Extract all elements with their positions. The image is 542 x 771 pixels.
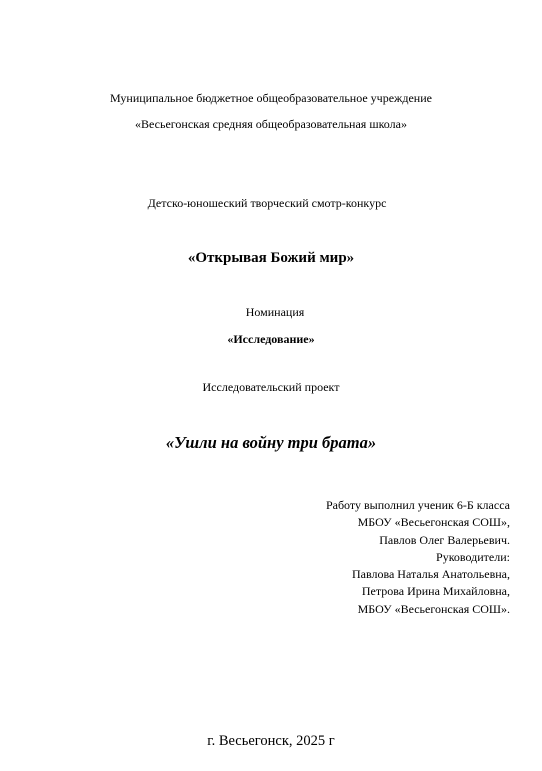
author-info-block — [326, 497, 510, 618]
institution-line-1: Муниципальное бюджетное общеобразовательное учреждение — [110, 91, 432, 105]
institution-line-2: «Весьегонская средняя общеобразовательная школа» — [135, 117, 407, 131]
contest-title: «Открывая Божий мир» — [187, 250, 355, 266]
nomination-label: Номинация — [245, 305, 305, 319]
author-line: МБОУ «Весьегонская СОШ». — [357, 601, 510, 616]
author-line: Павлов Олег Валерьевич. — [379, 532, 510, 547]
city-year: г. Весьегонск, 2025 г — [207, 733, 335, 749]
author-line: Павлова Наталья Анатольевна, — [351, 567, 510, 582]
project-title: «Ушли на войну три брата» — [165, 433, 377, 452]
author-line: Петрова Ирина Михайловна, — [361, 584, 510, 599]
author-line: Работу выполнил ученик 6-Б класса — [325, 498, 510, 512]
nomination-value: «Исследование» — [227, 332, 315, 346]
contest-subtitle: Детско-юношеский творческий смотр-конкурс — [147, 196, 387, 210]
author-line: МБОУ «Весьегонская СОШ», — [357, 515, 510, 530]
author-line: Руководители: — [436, 549, 510, 564]
project-type: Исследовательский проект — [202, 380, 340, 394]
